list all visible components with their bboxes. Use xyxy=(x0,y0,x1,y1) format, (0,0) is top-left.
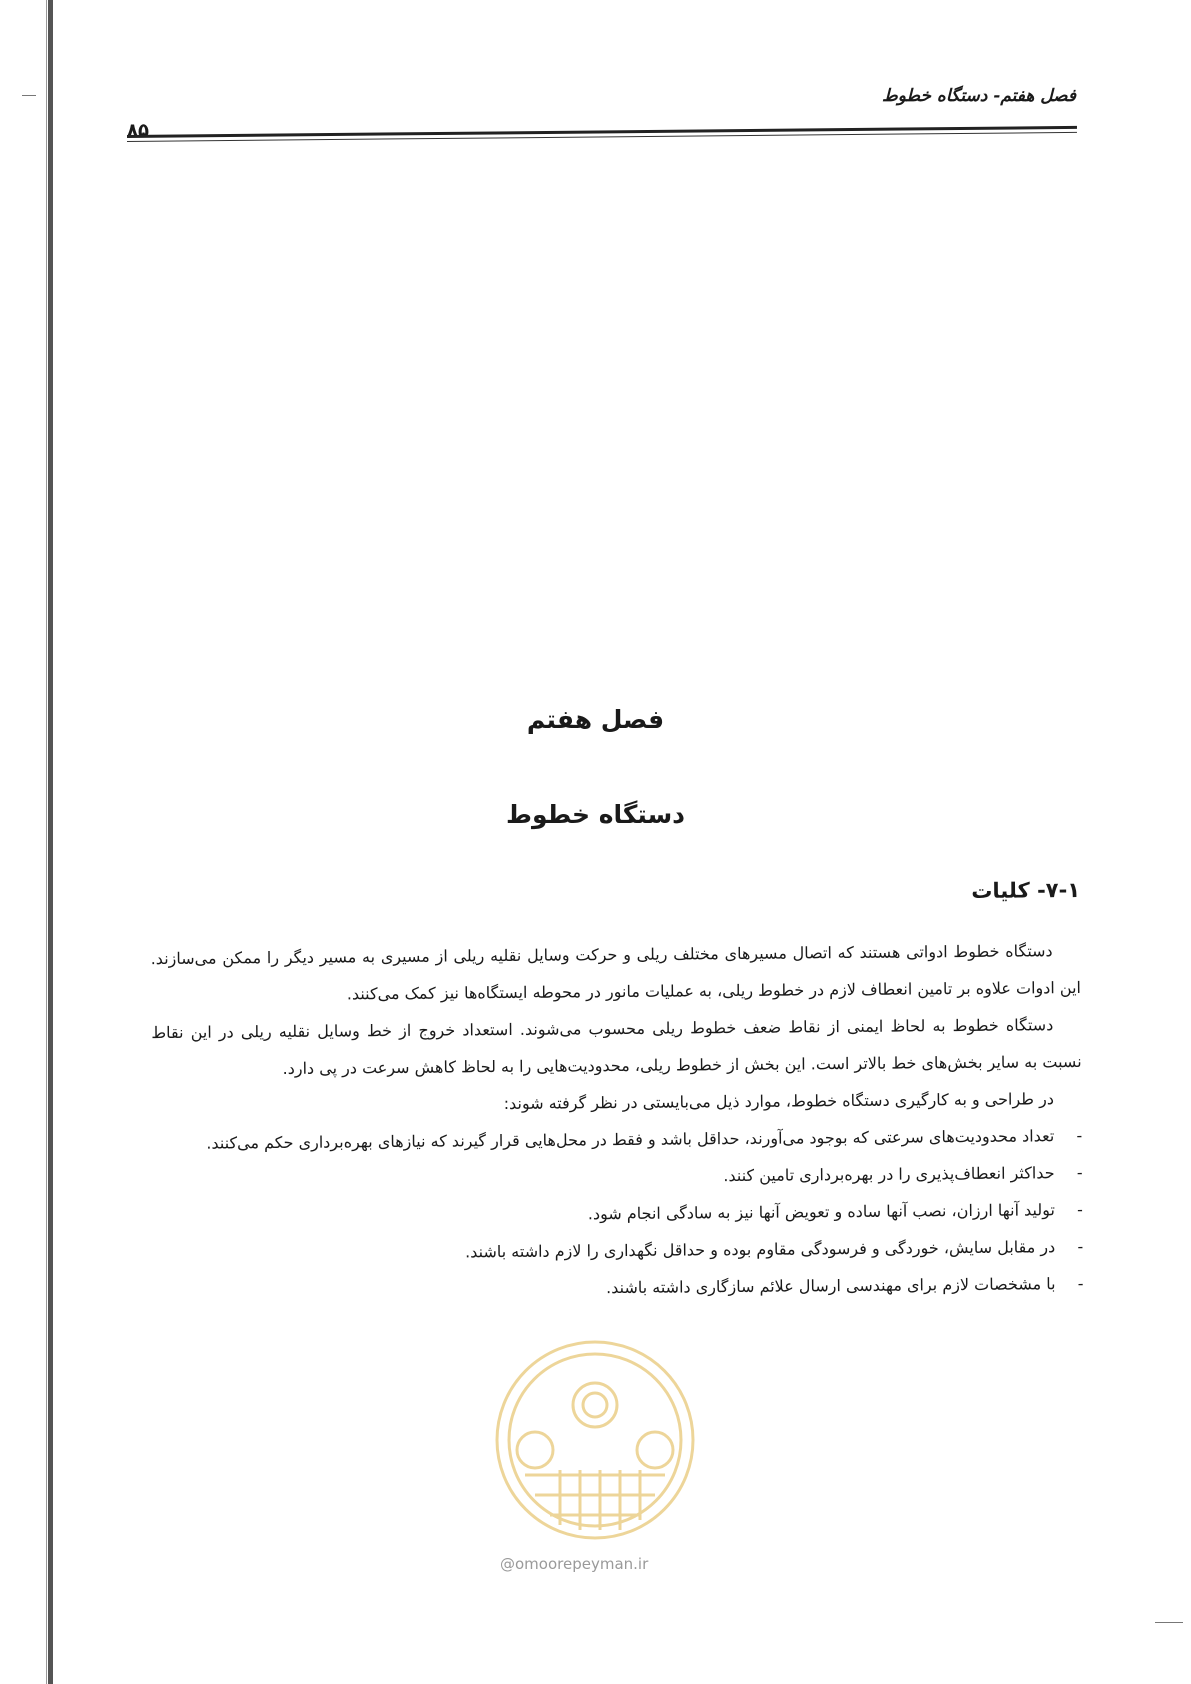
list-item-text: تولید آنها ارزان، نصب آنها ساده و تعویض آنها نیز به سادگی انجام شود. xyxy=(587,1200,1055,1224)
section-body xyxy=(150,878,1084,1310)
bullet-dash: - xyxy=(1077,1273,1084,1294)
bullet-dash: - xyxy=(1076,1125,1083,1146)
margin-mark xyxy=(22,95,36,96)
bullet-dash: - xyxy=(1077,1199,1083,1220)
watermark-text: @omoorepeyman.ir xyxy=(500,1555,649,1573)
chapter-subtitle: دستگاه خطوط xyxy=(505,800,686,829)
page-number: ۸۵ xyxy=(127,120,149,141)
list-item-text: با مشخصات لازم برای مهندسی ارسال علائم سازگاری داشته باشند. xyxy=(606,1274,1056,1298)
running-header-title: فصل هفتم- دستگاه خطوط xyxy=(882,86,1076,106)
chapter-title: فصل هفتم xyxy=(526,705,665,734)
list-item-text: در مقابل سایش، خوردگی و فرسودگی مقاوم بوده و حداقل نگهداری را لازم داشته باشند. xyxy=(465,1237,1056,1262)
requirements-list xyxy=(152,1117,1084,1310)
binding-edge-thin xyxy=(46,0,47,1684)
bullet-dash: - xyxy=(1076,1162,1083,1183)
seal-stamp-icon xyxy=(490,1335,700,1545)
section-heading: ۷-۱- کلیات xyxy=(971,878,1081,903)
list-item-text: حداکثر انعطاف‌پذیری را در بهره‌برداری تامین کنند. xyxy=(723,1163,1055,1186)
paragraph: دستگاه خطوط به لحاظ ایمنی از نقاط ضعف خطوط ریلی محسوب می‌شوند. استعداد خروج از خط وسایل نقلیه ریلی در این نقاط نسبت به سایر بخش‌های خط بالاتر است. این بخش از خطوط ریلی، محدودیت‌هایی را به لحاظ کاهش سرعت در پی دارد. xyxy=(151,1015,1082,1078)
list-item xyxy=(153,1265,1083,1310)
binding-edge xyxy=(48,0,53,1684)
paragraph: دستگاه خطوط ادواتی هستند که اتصال مسیرهای مختلف ریلی و حرکت وسایل نقلیه ریلی از مسیری به مسیر دیگر را ممکن می‌سازند. این ادوات علاوه بر تامین انعطاف لازم در خطوط ریلی، به عملیات مانور در محوطه ایستگاه‌ها نیز کمک می‌کنند. xyxy=(150,941,1082,1004)
list-item-text: تعداد محدودیت‌های سرعتی که بوجود می‌آورند، حداقل باشد و فقط در محل‌هایی قرار گیرند که نیازهای بهره‌برداری حکم می‌کنند. xyxy=(206,1126,1055,1153)
bullet-dash: - xyxy=(1077,1236,1084,1257)
list-intro: در طراحی و به کارگیری دستگاه خطوط، موارد ذیل می‌بایستی در نظر گرفته شوند: xyxy=(503,1089,1055,1114)
margin-mark xyxy=(1155,1622,1183,1623)
